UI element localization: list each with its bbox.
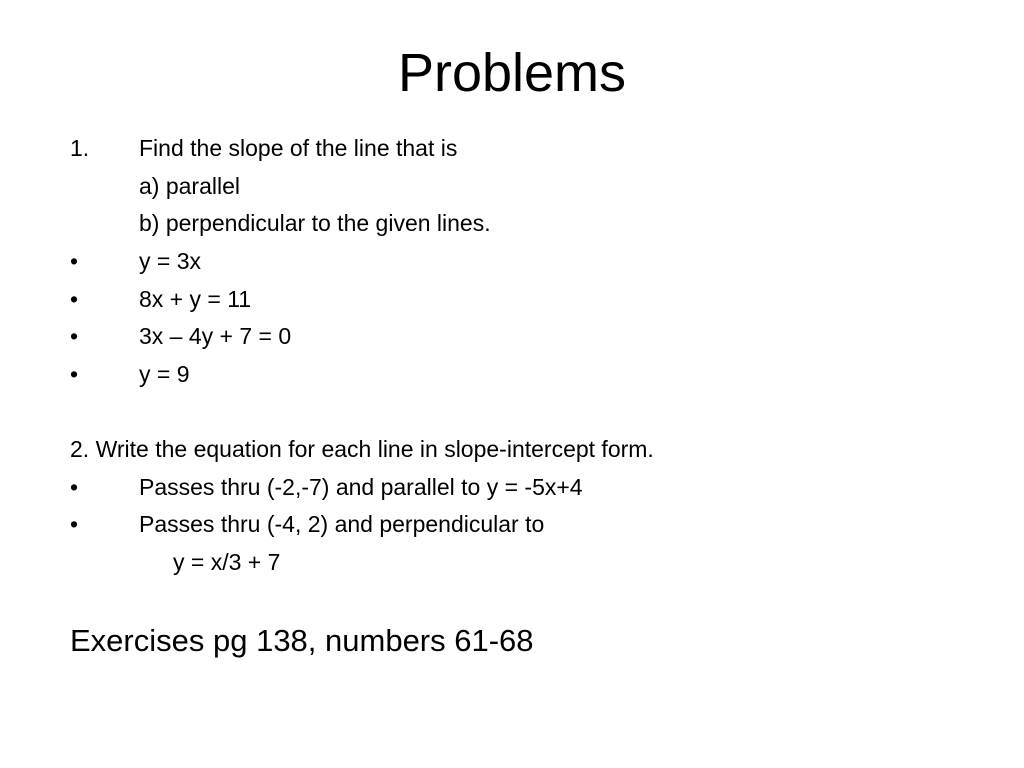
bullet: •: [70, 361, 79, 387]
bullet: •: [70, 248, 79, 274]
bullet: •: [70, 511, 79, 537]
bullet: •: [70, 286, 79, 312]
exercises-note: Exercises pg 138, numbers 61-68: [70, 623, 534, 658]
bullet: •: [70, 323, 79, 349]
problem-1-prompt: Find the slope of the line that is: [139, 135, 458, 161]
problem-1-part-a: a) parallel: [139, 173, 240, 199]
slide-title: Problems: [397, 43, 627, 103]
equation-text: 8x + y = 11: [139, 286, 252, 312]
problem-2-prompt: 2. Write the equation for each line in slope-intercept form.: [70, 436, 654, 462]
bullet: •: [70, 474, 79, 500]
problem-2-item-text: Passes thru (-2,-7) and parallel to y = -5x+4: [139, 474, 583, 500]
problem-2-item-text: Passes thru (-4, 2) and perpendicular to: [139, 511, 545, 537]
problem-1-number: 1.: [70, 135, 90, 161]
equation-text: 3x – 4y + 7 = 0: [139, 323, 292, 349]
equation-text: y = 9: [139, 361, 190, 387]
equation-text: y = 3x: [139, 248, 202, 274]
problem-2-continuation: y = x/3 + 7: [173, 549, 281, 575]
problem-1-part-b: b) perpendicular to the given lines.: [139, 210, 491, 236]
